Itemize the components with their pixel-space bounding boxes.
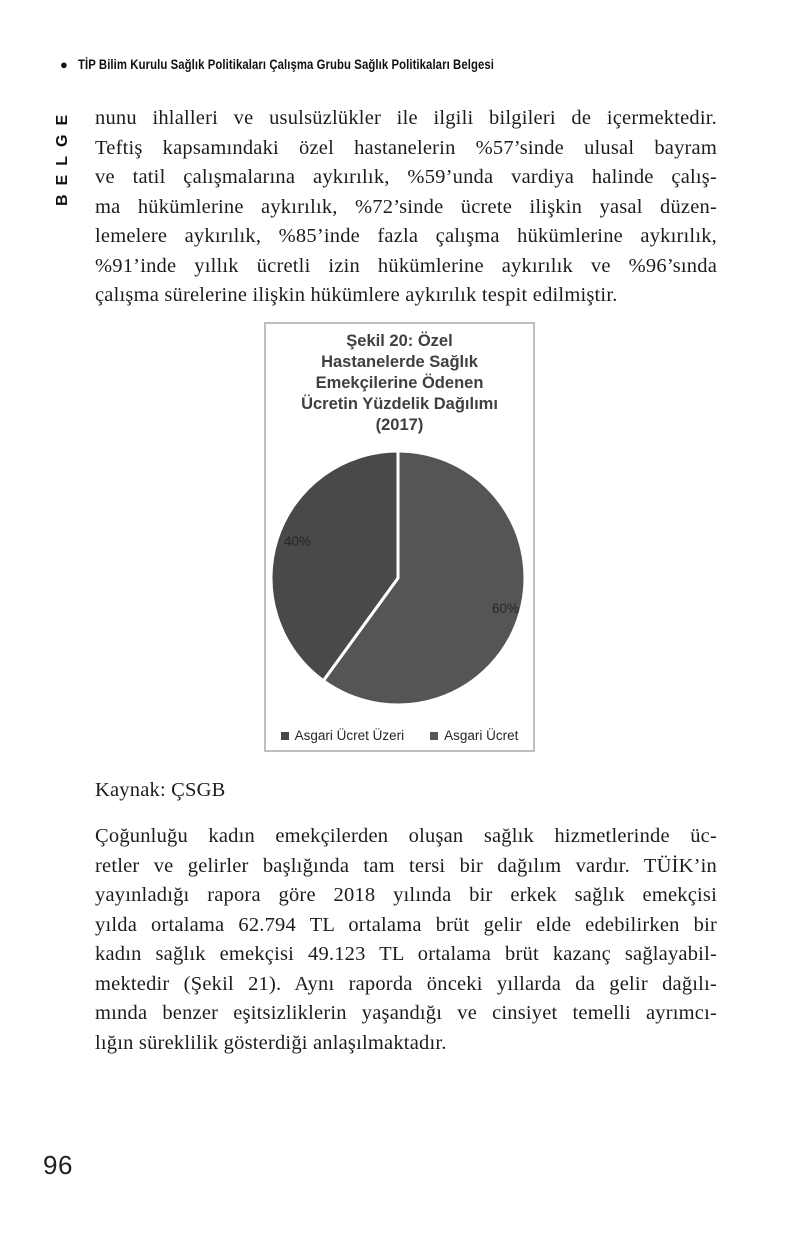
legend-label: Asgari Ücret bbox=[444, 728, 519, 743]
legend-marker-icon bbox=[281, 732, 289, 740]
figure-source-caption: Kaynak: ÇSGB bbox=[95, 779, 226, 801]
legend-label: Asgari Ücret Üzeri bbox=[294, 728, 405, 743]
pie-svg bbox=[266, 448, 533, 710]
side-margin-label: BELGE bbox=[54, 105, 71, 206]
chart-title: Şekil 20: Özel Hastanelerde Sağlık Emekçilerine Ödenen Ücretin Yüzdelik Dağılımı (2017) bbox=[301, 332, 498, 434]
paragraph-gender-wage-gap: Çoğunluğu kadın emekçilerden oluşan sağlık hizmetlerinde üc- retler ve gelirler başlığında tam tersi bir dağılım vardır. TÜİK’in yayınladığı rapora göre 2018 yılında bir erkek sağlık emekçisi yılda ortalama 62.794 TL ortalama brüt gelir elde edebilirken bir kadın sağlık emekçisi 49.123 TL ortalama brüt kazanç sağlayabil- mektedir (Şekil 21). Aynı raporda önceki yıllarda da gelir dağılı- mında benzer eşitsizliklerin yaşandığı ve cinsiyet temelli ayrımcı- lığın süreklilik gösterdiği anlaşılmaktadır. bbox=[95, 825, 717, 1054]
pie-data-label-40: 40% bbox=[284, 534, 312, 549]
running-header-title: TİP Bilim Kurulu Sağlık Politikaları Çalışma Grubu Sağlık Politikaları Belgesi bbox=[77, 57, 494, 72]
page-number: 96 bbox=[43, 1150, 73, 1180]
legend-marker-icon bbox=[430, 732, 438, 740]
bullet-icon: ● bbox=[60, 57, 68, 72]
paragraph-inspection-findings: nunu ihlalleri ve usulsüzlükler ile ilgili bilgileri de içermektedir. Teftiş kapsamındaki özel hastanelerin %57’sinde ulusal bayram ve tatil çalışmalarına aykırılık, %59’unda vardiya halinde çalış- ma hükümlerine aykırılık, %72’sinde ücrete ilişkin yasal düzen- lemelere aykırılık, %85’inde fazla çalışma hükümlerine aykırılık, %91’inde yıllık ücretli izin hükümlerine aykırılık ve %96’sında çalışma sürelerine ilişkin hükümlere aykırılık tespit edilmiştir. bbox=[95, 107, 717, 306]
page-header bbox=[60, 57, 740, 72]
pie-data-label-60: 60% bbox=[492, 601, 520, 616]
legend-item-asgari-ucret bbox=[430, 728, 518, 743]
figure-sekil-20 bbox=[264, 322, 535, 752]
legend-item-asgari-ucret-uzeri bbox=[281, 728, 405, 743]
chart-legend bbox=[266, 728, 533, 743]
